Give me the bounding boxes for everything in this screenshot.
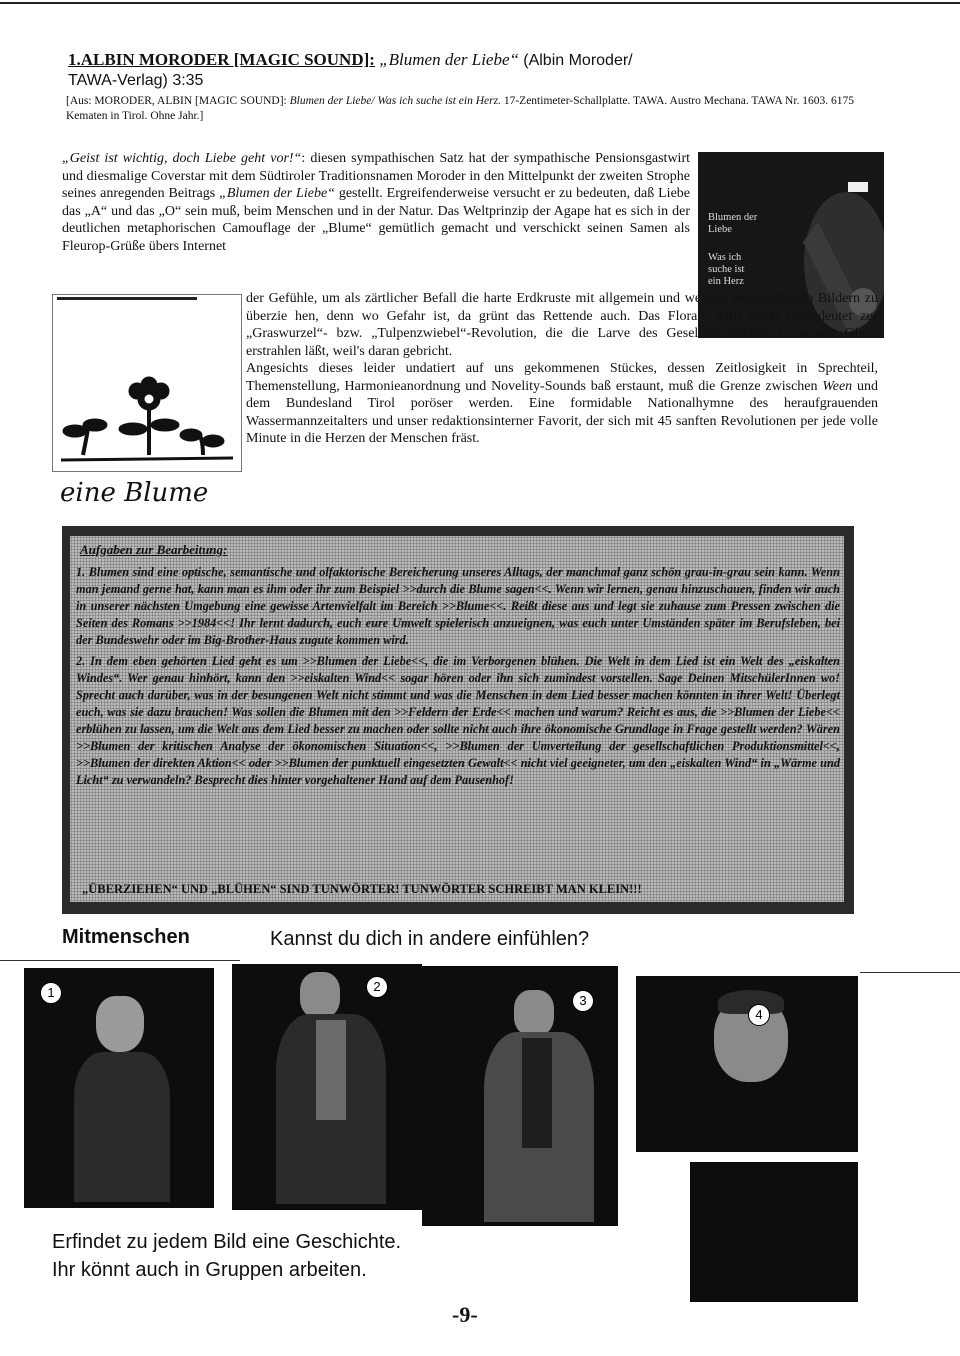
tasks-inner xyxy=(70,536,844,902)
divider-left xyxy=(0,960,240,961)
person-3-head xyxy=(514,990,554,1036)
photo-number-3: 3 xyxy=(572,990,594,1012)
source-citation xyxy=(66,94,886,124)
album-subtitle-2: suche ist xyxy=(708,264,745,275)
article-text-1b: gestellt. Ergreifenderweise versucht er zu bedeuten, daß Liebe das „A“ und das „O“ sein muß, beim Menschen und in der Natur. Das Weltprinzip der Agape hat es sich in der deutlichen metaphorischen Camouflage der „Blume“ gemütlich gemacht und verschickt seinen Samen als Fleurop-Grüße übers Internet xyxy=(62,186,690,254)
album-subtitle-3: ein Herz xyxy=(708,276,744,287)
instruction-line-1: Erfindet zu jedem Bild eine Geschichte. xyxy=(52,1231,402,1253)
album-title-1: Blumen der xyxy=(708,212,758,223)
person-1-body xyxy=(74,1052,170,1202)
person-2-head xyxy=(300,972,340,1018)
flower-drawing xyxy=(53,295,241,471)
article-ween: Ween xyxy=(822,378,853,394)
album-title-2: Liebe xyxy=(708,224,732,235)
photo-2 xyxy=(232,964,422,1210)
song-credit-line2: TAWA-Verlag) 3:35 xyxy=(68,72,204,89)
photo-3 xyxy=(422,966,618,1226)
article-text-1: : diesen sympathischen Satz hat der sympathische Pensionsgastwirt und diesmalige Coverstar mit dem Südtiroler Traditionsnamen Moroder in den Mittelpunkt der zweiten Strophe seines anregenden Beitrags xyxy=(62,151,690,201)
section-question: Kannst du dich in andere einfühlen? xyxy=(270,928,590,950)
photo-5 xyxy=(690,1162,858,1302)
photo-number-4: 4 xyxy=(748,1004,770,1026)
tasks-caps-note: „ÜBERZIEHEN“ UND „BLÜHEN“ SIND TUNWÖRTER! TUNWÖRTER SCHREIBT MAN KLEIN!!! xyxy=(82,882,642,896)
top-rule xyxy=(0,2,960,4)
article-paragraph-1 xyxy=(62,150,690,255)
flower-caption: eine Blume xyxy=(60,478,209,508)
source-prefix: [Aus: MORODER, ALBIN [MAGIC SOUND]: xyxy=(66,95,287,107)
instruction-line-2: Ihr könnt auch in Gruppen arbeiten. xyxy=(52,1259,367,1281)
person-3-vest xyxy=(522,1038,552,1148)
divider-right xyxy=(860,972,960,973)
song-credit: (Albin Moroder/ xyxy=(523,52,633,69)
page-number: -9- xyxy=(452,1302,478,1327)
task-1: 1. Blumen sind eine optische, semantische und olfaktorische Bereicherung unseres Alltags, der manchmal ganz schön grau-in-grau sein kann. Wenn man jemand gerne hat, kann man es ihm oder ihr zum Beispiel >>durch die Blume sagen<<. Wenn wir lernen, genau hinzuschauen, finden wir auch in unserer nächsten Umgebung eine gewisse Artenvielfalt im Bereich >>Blume<<. Reißt diese aus und legt sie zuhause zum Pressen zwischen die Seiten des Romans >>1984<<! Ihr lernt dadurch, euch eure Umwelt spielerisch anzueignen, was euch unter Umständen später im Berufsleben, bei der Bundeswehr oder im Big-Brother-Haus zugute kommen wird. xyxy=(76,565,840,647)
photo-1 xyxy=(24,968,214,1208)
article-text-2: der Gefühle, um als zärtlicher Befall die harte Erdkruste mit allgemein und weithin verständlichen Bildern zu überzie hen, denn wo Gefahr ist, da grünt das Rettende auch. Das Florale wird dabei umgedeutet zur „Graswurzel“- bzw. „Tulpenzwiebel“-Revolution, die die Larve des Gesellschaftlichen in neuem Glanz erstrahlen läßt, weil's daran gebricht. xyxy=(246,291,878,359)
photo-4 xyxy=(636,976,858,1152)
flower-illustration-box xyxy=(52,294,242,472)
person-1-head xyxy=(96,996,144,1052)
task-2: 2. In dem eben gehörten Lied geht es um >>Blumen der Liebe<<, die im Verborgenen blühen. Die Welt in dem Lied ist ein Welt des „eiskalten Windes“. Wer genau hinhört, kann den >>eiskalten Wind<< sogar hören oder ihn sich zumindest vorstellen. Sage Deinen MitschülerInnen wo! Sprecht auch darüber, was in der besungenen Welt nicht stimmt und was die Menschen in dem Lied besser machen könnten in ihrer Welt! Überlegt euch, was sie dazu brauchen! Was sollen die Blumen mit den >>Feldern der Erde<< machen und warum? Reicht es aus, die >>Blumen der Liebe<< erblühen zu lassen, um die Welt aus dem Lied besser zu machen oder sollte nicht auch ihre ökonomische Grundlage in Frage gestellt werden? Wären >>Blumen der kritischen Analyse der ökonomischen Situation<<, >>Blumen der Umverteilung der gesellschaftlichen Produktionsmittel<<, >>Blumen der direkten Aktion<< oder >>Blumen der punktuell eingesetzten Gewalt<< nicht viel geeigneter, um den „eiskalten Wind“ in „Wärme und Licht“ zu verwandeln? Besprecht dies hinter vorgehaltener Hand auf dem Pausenhof! xyxy=(76,654,840,787)
song-title: „Blumen der Liebe“ xyxy=(379,50,519,69)
article-quote: „Geist ist wichtig, doch Liebe geht vor!“ xyxy=(62,151,302,166)
article-song-title: „Blumen der Liebe“ xyxy=(219,186,335,201)
tasks-title: Aufgaben zur Bearbeitung: xyxy=(80,542,228,557)
article-paragraph-2 xyxy=(246,290,878,448)
section-heading-mitmenschen: Mitmenschen xyxy=(62,926,190,948)
photo-number-2: 2 xyxy=(366,976,388,998)
artist-title: 1.ALBIN MORODER [MAGIC SOUND]: xyxy=(68,50,375,69)
song-heading xyxy=(68,50,633,91)
album-subtitle-1: Was ich xyxy=(708,252,742,263)
photo-number-1: 1 xyxy=(40,982,62,1004)
article-paragraph-3 xyxy=(246,360,878,448)
tasks-text xyxy=(76,564,840,793)
article-text-3b: und dem Bundesland Tirol poröser werden. Eine formidable Nationalhymne des heraufgrauenden Wassermannzeitalters und unser redaktionsinterner Favorit, der sich mit 45 sanften Revolutionen per jede volle Minute in die Herzen der Menschen fräst. xyxy=(246,378,879,446)
source-rest: 17-Zentimeter-Schallplatte. TAWA. Austro Mechana. TAWA Nr. 1603. 6175 Kematen in Tirol. Ohne Jahr.] xyxy=(66,95,855,122)
person-2-vest xyxy=(316,1020,346,1120)
tasks-box xyxy=(62,526,854,914)
source-titles: Blumen der Liebe/ Was ich suche ist ein Herz. xyxy=(289,95,501,107)
instructions xyxy=(52,1228,401,1284)
article-text-3a: Angesichts dieses leider undatiert auf uns gekommenen Stückes, dessen Zeitlosigkeit in Sprechteil, Themenstellung, Harmonieanordnung und Novelity-Sounds baß erstaunt, muß die Grenze zwischen xyxy=(246,361,878,394)
